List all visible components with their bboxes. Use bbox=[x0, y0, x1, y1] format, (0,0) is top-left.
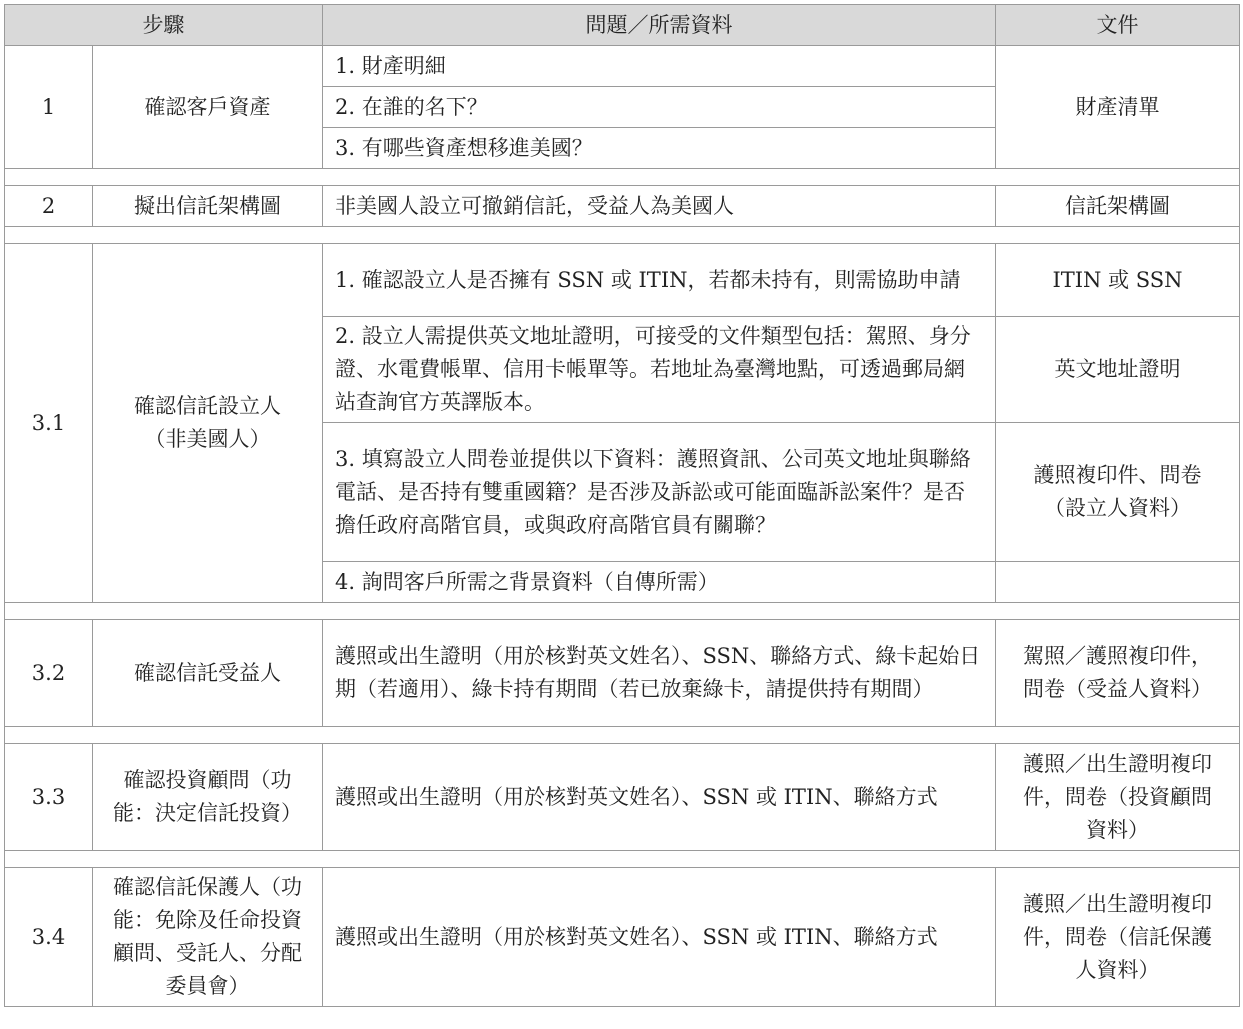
header-row bbox=[5, 5, 1240, 46]
table-row bbox=[5, 868, 1240, 1007]
step-number: 3.4 bbox=[5, 868, 93, 1007]
step-number: 2 bbox=[5, 186, 93, 227]
question-item: 非美國人設立可撤銷信託，受益人為美國人 bbox=[323, 186, 996, 227]
document-cell: ITIN 或 SSN bbox=[996, 244, 1240, 317]
question-item: 2. 在誰的名下？ bbox=[323, 87, 996, 128]
table-row bbox=[5, 744, 1240, 851]
step-name-line1: 確認信託設立人 bbox=[134, 394, 281, 418]
table-row bbox=[5, 244, 1240, 317]
header-step: 步驟 bbox=[5, 5, 323, 46]
question-item: 1. 財產明細 bbox=[323, 46, 996, 87]
question-item: 2. 設立人需提供英文地址證明，可接受的文件類型包括：駕照、身分證、水電費帳單、信用卡帳單等。若地址為臺灣地點，可透過郵局網站查詢官方英譯版本。 bbox=[323, 317, 996, 423]
document-cell: 護照複印件、問卷（設立人資料） bbox=[996, 423, 1240, 562]
step-name: 確認信託受益人 bbox=[93, 620, 323, 727]
trust-steps-table bbox=[4, 4, 1240, 1007]
spacer-row bbox=[5, 851, 1240, 868]
question-item: 3. 填寫設立人問卷並提供以下資料：護照資訊、公司英文地址與聯絡電話、是否持有雙重國籍？是否涉及訴訟或可能面臨訴訟案件？是否擔任政府高階官員，或與政府高階官員有關聯？ bbox=[323, 423, 996, 562]
step-number: 1 bbox=[5, 46, 93, 169]
step-number: 3.3 bbox=[5, 744, 93, 851]
step-name-line2: （非美國人） bbox=[144, 427, 271, 451]
table-row bbox=[5, 186, 1240, 227]
header-document: 文件 bbox=[996, 5, 1240, 46]
document-cell: 英文地址證明 bbox=[996, 317, 1240, 423]
document-cell: 信託架構圖 bbox=[996, 186, 1240, 227]
step-name: 確認客戶資產 bbox=[93, 46, 323, 169]
step-number: 3.2 bbox=[5, 620, 93, 727]
header-question: 問題／所需資料 bbox=[323, 5, 996, 46]
question-item: 1. 確認設立人是否擁有 SSN 或 ITIN，若都未持有，則需協助申請 bbox=[323, 244, 996, 317]
question-item: 護照或出生證明（用於核對英文姓名）、SSN 或 ITIN、聯絡方式 bbox=[323, 868, 996, 1007]
document-cell bbox=[996, 562, 1240, 603]
step-name: 確認投資顧問（功能：決定信託投資） bbox=[93, 744, 323, 851]
question-item: 護照或出生證明（用於核對英文姓名）、SSN、聯絡方式、綠卡起始日期（若適用）、綠卡持有期間（若已放棄綠卡，請提供持有期間） bbox=[323, 620, 996, 727]
spacer-row bbox=[5, 727, 1240, 744]
table-row bbox=[5, 620, 1240, 727]
table-row bbox=[5, 46, 1240, 87]
document-cell: 駕照／護照複印件，問卷（受益人資料） bbox=[996, 620, 1240, 727]
spacer-row bbox=[5, 227, 1240, 244]
document-cell: 護照／出生證明複印件，問卷（投資顧問資料） bbox=[996, 744, 1240, 851]
spacer-row bbox=[5, 169, 1240, 186]
question-item: 3. 有哪些資產想移進美國？ bbox=[323, 128, 996, 169]
step-name: 擬出信託架構圖 bbox=[93, 186, 323, 227]
step-number: 3.1 bbox=[5, 244, 93, 603]
document-cell: 財產清單 bbox=[996, 46, 1240, 169]
question-item: 護照或出生證明（用於核對英文姓名）、SSN 或 ITIN、聯絡方式 bbox=[323, 744, 996, 851]
document-cell: 護照／出生證明複印件，問卷（信託保護人資料） bbox=[996, 868, 1240, 1007]
question-item: 4. 詢問客戶所需之背景資料（自傳所需） bbox=[323, 562, 996, 603]
step-name: 確認信託保護人（功能：免除及任命投資顧問、受託人、分配委員會） bbox=[93, 868, 323, 1007]
step-name bbox=[93, 244, 323, 603]
spacer-row bbox=[5, 603, 1240, 620]
